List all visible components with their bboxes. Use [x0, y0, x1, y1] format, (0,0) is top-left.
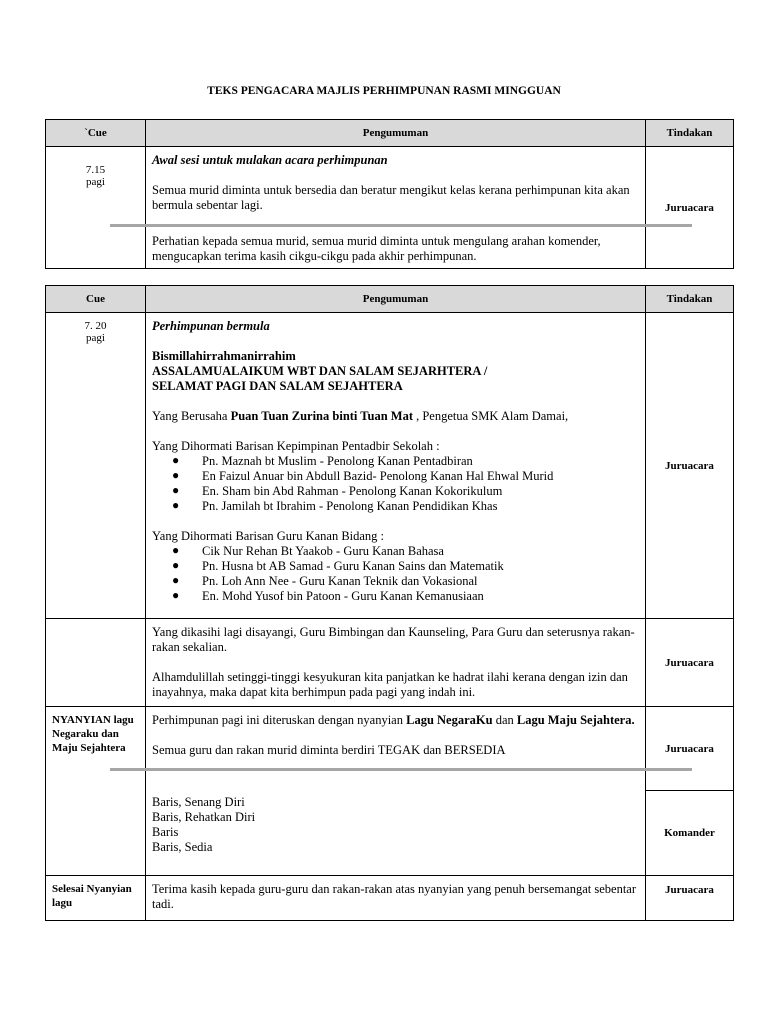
- table-awal-sesi: [45, 119, 734, 269]
- list-item-text: Pn. Jamilah bt Ibrahim - Penolong Kanan Pendidikan Khas: [202, 499, 498, 513]
- header-tindakan: Tindakan: [646, 120, 734, 147]
- list-item: [152, 469, 639, 484]
- action-cell: Juruacara: [646, 619, 734, 707]
- greeting-line: Bismillahirrahmanirrahim: [152, 349, 296, 363]
- bullet-icon: ●: [172, 558, 180, 572]
- announcement-text: Alhamdulillah setinggi-tinggi kesyukuran kita panjatkan ke hadrat ilahi kerana dengan izin dan inayahnya, maka dapat kita berhimpun pada pagi yang indah ini.: [152, 670, 628, 699]
- bullet-icon: ●: [172, 468, 180, 482]
- document-title: TEKS PENGACARA MAJLIS PERHIMPUNAN RASMI MINGGUAN: [207, 85, 561, 97]
- text-span: , Pengetua SMK Alam Damai,: [412, 409, 569, 423]
- header-pengumuman: Pengumuman: [146, 120, 646, 147]
- bullet-icon: ●: [172, 588, 180, 602]
- list-item: [152, 559, 639, 574]
- list-item-text: Pn. Loh Ann Nee - Guru Kanan Teknik dan Vokasional: [202, 574, 478, 588]
- action-cell: Juruacara: [646, 147, 734, 269]
- announcement-cell: [146, 707, 646, 791]
- bullet-icon: ●: [172, 453, 180, 467]
- pengetua-line: [152, 409, 639, 424]
- announcement-text: Semua guru dan rakan murid diminta berdiri TEGAK dan BERSEDIA: [152, 743, 506, 757]
- action-cell: Komander: [646, 791, 734, 876]
- announcement-cell: Terima kasih kepada guru-guru dan rakan-rakan atas nyanyian yang penuh bersemangat sebentar tadi.: [146, 876, 646, 921]
- list-item-text: En. Mohd Yusof bin Patoon - Guru Kanan Kemanusiaan: [202, 589, 484, 603]
- cue-cell: [46, 619, 146, 707]
- list-item: [152, 574, 639, 589]
- cue-cell: Selesai Nyanyian lagu: [46, 876, 146, 921]
- list-item-text: En. Sham bin Abd Rahman - Penolong Kanan Kokorikulum: [202, 484, 503, 498]
- announcement-text: Semua murid diminta untuk bersedia dan beratur mengikut kelas kerana perhimpunan kita akan bermula sebentar lagi.: [152, 183, 630, 212]
- pengetua-name: Puan Tuan Zurina binti Tuan Mat: [230, 409, 413, 423]
- announcement-text: Yang dikasihi lagi disayangi, Guru Bimbingan dan Kaunseling, Para Guru dan seterusnya rakan-rakan sekalian.: [152, 625, 635, 654]
- command-cell: [146, 791, 646, 876]
- cue-time: 7.15: [85, 164, 106, 176]
- cue-period: pagi: [86, 332, 105, 344]
- cue-cell: [46, 147, 146, 269]
- list-item: [152, 544, 639, 559]
- command-line: Baris, Senang Diri: [152, 794, 245, 809]
- cue-period: pagi: [86, 176, 105, 188]
- announcement-cell: [146, 147, 646, 269]
- list-item-text: En Faizul Anuar bin Abdull Bazid- Penolong Kanan Hal Ehwal Murid: [202, 469, 554, 483]
- command-line: Baris, Sedia: [152, 839, 213, 854]
- list-item-text: Pn. Maznah bt Muslim - Penolong Kanan Pentadbiran: [202, 454, 473, 468]
- list-item: [152, 499, 639, 514]
- action-cell: Juruacara: [646, 707, 734, 791]
- section-heading: Perhimpunan bermula: [152, 319, 270, 333]
- pentadbir-intro: Yang Dihormati Barisan Kepimpinan Pentadbir Sekolah :: [152, 439, 440, 453]
- table-perhimpunan: [45, 285, 734, 921]
- greeting-line: ASSALAMUALAIKUM WBT DAN SALAM SEJARHTERA /: [152, 364, 488, 378]
- list-item: [152, 484, 639, 499]
- list-item-text: Cik Nur Rehan Bt Yaakob - Guru Kanan Bahasa: [202, 544, 444, 558]
- command-line: Baris: [152, 824, 179, 839]
- command-line: Baris, Rehatkan Diri: [152, 809, 256, 824]
- action-cell: Juruacara: [646, 313, 734, 619]
- list-item: [152, 454, 639, 469]
- announcement-cell: [146, 619, 646, 707]
- cue-time: 7. 20: [84, 320, 107, 332]
- song-title: Lagu NegaraKu: [406, 713, 493, 727]
- announcement-text: Perhatian kepada semua murid, semua murid diminta untuk mengulang arahan komender, mengucapkan terima kasih cikgu-cikgu pada akhir perhimpunan.: [152, 234, 601, 263]
- section-heading: Awal sesi untuk mulakan acara perhimpunan: [152, 153, 388, 167]
- gkb-intro: Yang Dihormati Barisan Guru Kanan Bidang :: [152, 529, 385, 543]
- text-span: Yang Berusaha: [152, 409, 231, 423]
- song-title: Lagu Maju Sejahtera.: [516, 713, 635, 727]
- cue-cell: NYANYIAN lagu Negaraku dan Maju Sejahtera: [46, 707, 146, 876]
- list-item: [152, 589, 639, 604]
- pentadbir-list: [152, 454, 639, 514]
- header-cue: Cue: [46, 286, 146, 313]
- bullet-icon: ●: [172, 543, 180, 557]
- bullet-icon: ●: [172, 483, 180, 497]
- announcement-cell: [146, 313, 646, 619]
- bullet-icon: ●: [172, 498, 180, 512]
- header-tindakan: Tindakan: [646, 286, 734, 313]
- text-span: Perhimpunan pagi ini diteruskan dengan nyanyian: [152, 713, 407, 727]
- greeting-line: SELAMAT PAGI DAN SALAM SEJAHTERA: [152, 379, 403, 393]
- bullet-icon: ●: [172, 573, 180, 587]
- list-item-text: Pn. Husna bt AB Samad - Guru Kanan Sains dan Matematik: [202, 559, 504, 573]
- action-cell: Juruacara: [646, 876, 734, 921]
- gkb-list: [152, 544, 639, 604]
- header-cue: `Cue: [46, 120, 146, 147]
- text-span: dan: [492, 713, 517, 727]
- cue-cell: [46, 313, 146, 619]
- header-pengumuman: Pengumuman: [146, 286, 646, 313]
- announcement-text: [152, 713, 639, 728]
